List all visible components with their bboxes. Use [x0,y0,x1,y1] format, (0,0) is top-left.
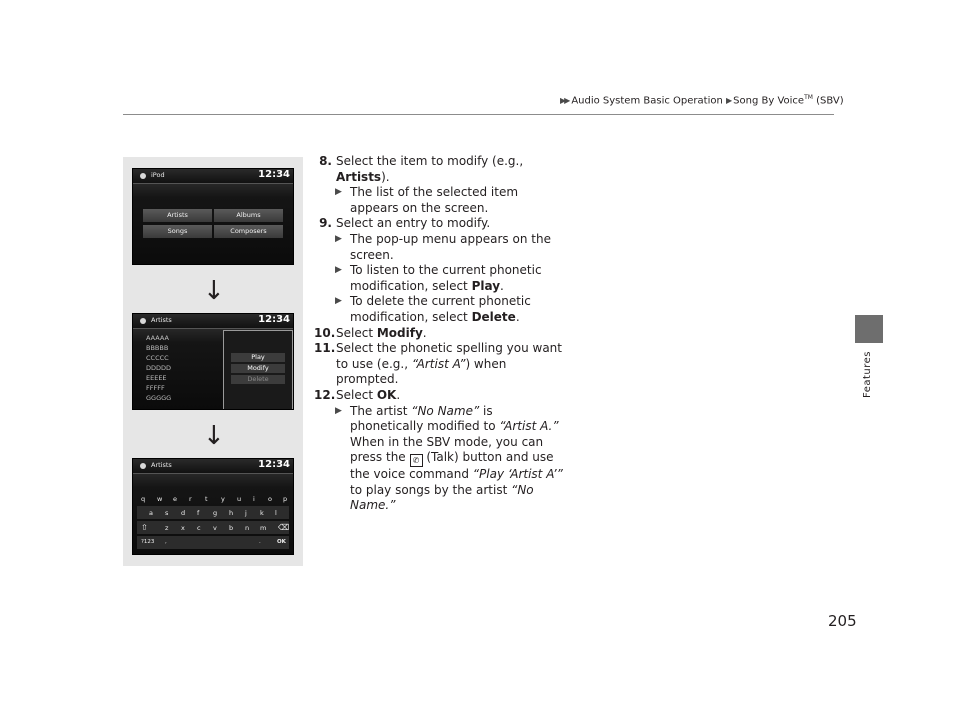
songs-button[interactable]: Songs [143,225,212,238]
comma-key[interactable]: , [165,539,167,545]
substep-text: . [515,309,520,324]
step-text: . [422,325,427,340]
screen-title: Artists [151,461,172,469]
key[interactable]: b [229,524,234,532]
screen-ipod [132,168,294,265]
step-8 [314,154,564,185]
breadcrumb-item: Audio System Basic Operation [571,95,723,107]
substep [314,263,564,294]
substep-text: The list of the selected item appears on the screen. [350,185,519,215]
substep-italic: “Play ‘Artist A’” [472,467,563,482]
clock: 12:34 [258,169,290,180]
screen-title: Artists [151,316,172,324]
substep-italic: “Artist A.” [499,419,559,434]
delete-button[interactable]: Delete [231,375,285,384]
down-arrow-icon: ↓ [203,276,225,306]
backspace-icon[interactable]: ⌫ [278,523,290,532]
step-text: ). [381,169,390,184]
key[interactable]: k [260,509,264,517]
substep-italic: “No Name” [411,403,480,418]
numbers-key[interactable]: ?123 [141,539,155,545]
key[interactable]: f [197,509,200,517]
step-bold: OK [376,387,397,402]
step-10 [314,326,564,342]
key[interactable]: m [260,524,267,532]
step-number: 11. [314,341,336,356]
key[interactable]: d [181,509,186,517]
key[interactable]: o [268,495,272,503]
step-12 [314,388,564,404]
substep-bold: Play [471,278,501,293]
list-item[interactable]: DDDDD [146,364,172,372]
clock: 12:34 [258,459,290,470]
key[interactable]: g [213,509,218,517]
breadcrumb [560,94,844,106]
key[interactable]: z [165,524,169,532]
substep [314,294,564,325]
substep-text: to play songs by the artist [350,482,512,497]
list-item[interactable]: CCCCC [146,354,169,362]
ok-key[interactable]: OK [277,539,286,545]
screen-keyboard [132,458,294,555]
step-9 [314,216,564,232]
header-rule [123,114,834,115]
substep-bold: Delete [471,309,516,324]
shift-icon[interactable]: ⇧ [141,523,148,532]
step-text: Select an entry to modify. [336,216,491,231]
albums-button[interactable]: Albums [214,209,283,222]
substep [314,404,564,515]
step-text: Select the phonetic spelling you want to use (e.g., [336,341,562,371]
key[interactable]: e [173,495,177,503]
substep-text: To listen to the current phonetic modification, select [350,263,542,293]
arrow-icon: ▶ [335,187,342,198]
arrow-icon: ▶ [335,265,342,276]
key[interactable]: r [189,495,192,503]
key[interactable]: u [237,495,242,503]
key[interactable]: p [283,495,288,503]
substep-text: (Talk) button and use the voice command [350,450,554,482]
screen-title: iPod [151,171,165,179]
list-item[interactable]: BBBBB [146,344,169,352]
substep-text: To delete the current phonetic modification, select [350,294,531,324]
key[interactable]: y [221,495,225,503]
key[interactable]: a [149,509,153,517]
section-tab [855,315,883,343]
composers-button[interactable]: Composers [214,225,283,238]
screen-header [133,169,293,184]
arrow-icon: ▶ [726,96,731,106]
breadcrumb-item: Song By Voice [733,95,805,107]
section-label: Features [862,351,873,398]
popup-menu [223,330,293,410]
substep-text: The artist [350,403,412,418]
substep-text: is phonetically modified to [350,403,500,434]
trademark: TM [804,94,813,101]
status-dot-icon [140,173,146,179]
step-number: 8. [319,154,332,168]
step-number: 12. [314,387,336,402]
arrow-icon: ▶ [335,405,342,416]
key[interactable]: c [197,524,201,532]
step-bold: Modify [376,325,423,340]
page-number: 205 [828,612,857,630]
play-button[interactable]: Play [231,353,285,362]
list-item[interactable]: EEEEE [146,374,167,382]
step-number: 10. [314,325,336,340]
substep-text: When in the SBV mode, you can press the [350,434,544,465]
down-arrow-icon: ↓ [203,421,225,451]
breadcrumb-item: (SBV) [812,95,844,107]
artists-button[interactable]: Artists [143,209,212,222]
double-arrow-icon: ▶▶ [560,96,569,106]
list-item[interactable]: AAAAA [146,334,169,342]
talk-button-icon: ✆ [410,454,423,467]
key[interactable]: t [205,495,208,503]
status-dot-icon [140,463,146,469]
step-text: Select [336,325,377,340]
substep-italic: “No Name.” [350,482,534,513]
substep-text: The pop-up menu appears on the screen. [350,231,551,262]
substep [314,232,564,263]
substep [314,185,564,216]
key[interactable]: h [229,509,234,517]
key[interactable]: x [181,524,185,532]
step-text: ) when prompted. [336,356,507,387]
screen-header [133,459,293,474]
screen-artists-list [132,313,294,410]
key[interactable]: l [275,509,277,517]
status-dot-icon [140,318,146,324]
step-bold: Artists [336,169,382,184]
step-text: . [396,387,401,402]
period-key[interactable]: . [259,539,261,545]
key[interactable]: q [141,495,146,503]
key[interactable]: v [213,524,217,532]
instructions [314,154,564,514]
arrow-icon: ▶ [335,296,342,307]
step-text: Select [336,387,377,402]
modify-button[interactable]: Modify [231,364,285,373]
list-item[interactable]: GGGGG [146,394,172,402]
key[interactable]: j [245,509,247,517]
key[interactable]: w [157,495,163,503]
substep-text: . [500,278,504,293]
keyboard-row-bg [137,536,289,549]
step-italic: “Artist A” [411,356,466,371]
key[interactable]: i [253,495,255,503]
step-text: Select the item to modify (e.g., [336,154,524,168]
key[interactable]: n [245,524,250,532]
list-item[interactable]: FFFFF [146,384,165,392]
screen-header [133,314,293,329]
step-number: 9. [319,216,332,231]
step-11 [314,341,564,388]
key[interactable]: s [165,509,169,517]
clock: 12:34 [258,314,290,325]
arrow-icon: ▶ [335,233,342,244]
